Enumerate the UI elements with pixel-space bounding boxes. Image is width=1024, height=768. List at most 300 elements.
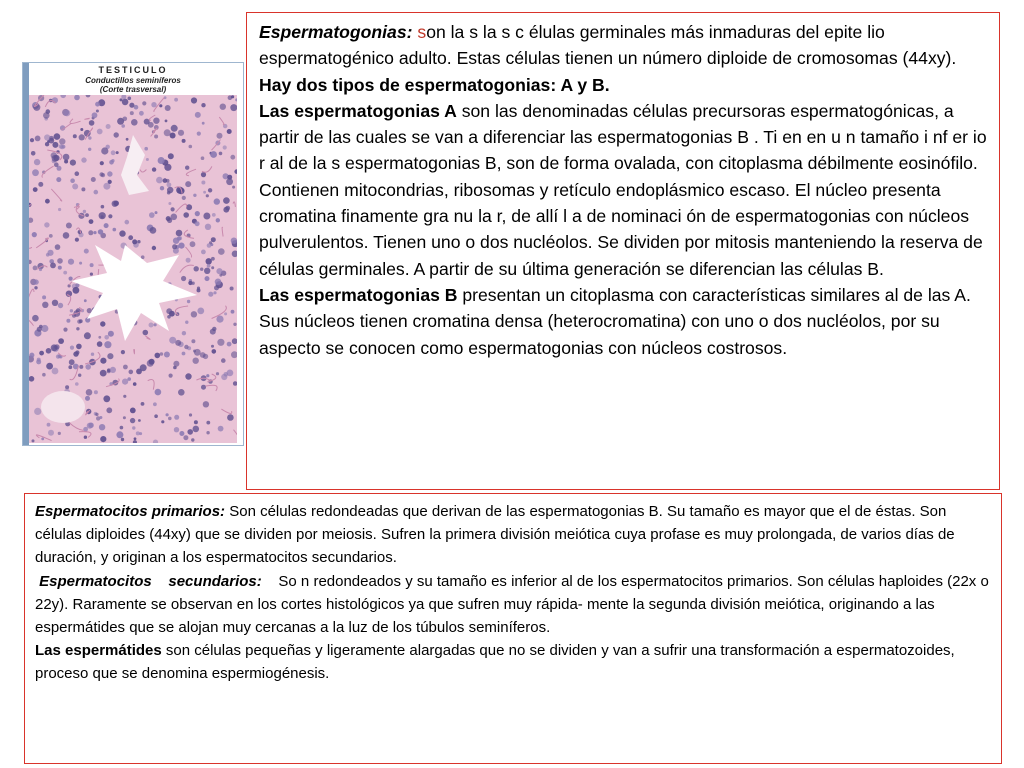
cell-nucleus (33, 187, 38, 192)
cell-nucleus (130, 418, 135, 423)
cell-nucleus (34, 159, 40, 165)
cell-nucleus (123, 117, 128, 122)
cell-nucleus (79, 262, 82, 265)
lower-lumen (41, 391, 85, 423)
cell-nucleus (186, 258, 191, 263)
cell-nucleus (73, 287, 80, 294)
cell-nucleus (125, 220, 130, 225)
cell-nucleus (64, 110, 71, 117)
cell-nucleus (149, 323, 154, 328)
cell-nucleus (193, 358, 199, 364)
cell-nucleus (84, 332, 91, 339)
spermatogonia-term: Espermatogonias: (259, 22, 413, 42)
cell-nucleus (232, 186, 235, 189)
cell-nucleus (130, 111, 134, 115)
cell-nucleus (58, 303, 63, 308)
cell-nucleus (100, 161, 104, 165)
cell-nucleus (106, 407, 112, 413)
cell-nucleus (216, 372, 219, 375)
cell-nucleus (230, 155, 235, 160)
cell-nucleus (43, 112, 50, 119)
cell-nucleus (181, 276, 186, 281)
cell-nucleus (29, 353, 34, 358)
cell-nucleus (171, 207, 175, 211)
cell-nucleus (220, 104, 226, 110)
cell-nucleus (46, 363, 53, 370)
cell-nucleus (188, 281, 192, 285)
cell-nucleus (121, 438, 124, 441)
cell-nucleus (216, 218, 220, 222)
cell-nucleus (52, 142, 58, 148)
cell-nucleus (211, 237, 216, 242)
cell-nucleus (210, 151, 217, 158)
cell-nucleus (146, 158, 149, 161)
cell-nucleus (34, 286, 37, 289)
cell-nucleus (197, 308, 204, 315)
cell-nucleus (154, 414, 158, 418)
cell-nucleus (34, 408, 41, 415)
cell-nucleus (73, 351, 78, 356)
cell-nucleus (97, 341, 103, 347)
spermatogonia-definition (259, 19, 991, 72)
cell-nucleus (73, 134, 77, 138)
cell-nucleus (200, 268, 203, 271)
cell-nucleus (155, 353, 161, 359)
cell-nucleus (59, 144, 63, 148)
cell-nucleus (231, 238, 237, 244)
cell-nucleus (59, 138, 65, 144)
cell-nucleus (91, 353, 94, 356)
cell-nucleus (185, 321, 188, 324)
cell-nucleus (169, 374, 173, 378)
cell-nucleus (63, 328, 67, 332)
cell-nucleus (197, 132, 201, 136)
cell-nucleus (211, 266, 214, 269)
cell-nucleus (32, 315, 39, 322)
cell-nucleus (98, 336, 101, 339)
cell-nucleus (52, 300, 58, 306)
tissue-section-drawing (29, 95, 237, 443)
cell-nucleus (32, 232, 37, 237)
cell-nucleus (88, 230, 93, 235)
cell-nucleus (184, 345, 188, 349)
cell-nucleus (50, 263, 56, 269)
cell-nucleus (227, 129, 232, 134)
cell-nucleus (182, 196, 186, 200)
cell-nucleus (41, 438, 44, 441)
cell-nucleus (185, 181, 191, 187)
primary-spermatocytes-paragraph (35, 500, 989, 570)
cell-nucleus (111, 159, 114, 162)
cell-nucleus (194, 266, 199, 271)
figure-caption-subtitle: Conductillos seminíferos (85, 76, 181, 85)
cell-nucleus (94, 390, 98, 394)
cell-nucleus (195, 221, 200, 226)
cell-nucleus (85, 364, 91, 370)
cell-nucleus (90, 273, 93, 276)
cell-nucleus (57, 258, 63, 264)
cell-nucleus (166, 179, 170, 183)
cell-nucleus (68, 365, 72, 369)
cell-nucleus (108, 331, 114, 337)
cell-nucleus (70, 160, 76, 166)
cell-nucleus (168, 417, 172, 421)
cell-nucleus (111, 150, 116, 155)
cell-nucleus (208, 292, 213, 297)
cell-nucleus (193, 350, 196, 353)
cell-nucleus (49, 234, 53, 238)
cell-nucleus (201, 172, 206, 177)
spermatogonia-a-term: Las espermatogonias A (259, 100, 457, 121)
cell-nucleus (88, 148, 91, 151)
cell-nucleus (167, 182, 172, 187)
cell-nucleus (206, 194, 209, 197)
cell-nucleus (174, 415, 179, 420)
cell-nucleus (100, 436, 106, 442)
cell-nucleus (227, 342, 232, 347)
cell-nucleus (80, 128, 83, 131)
cell-nucleus (47, 423, 51, 427)
cell-nucleus (79, 365, 83, 369)
cell-nucleus (173, 238, 179, 244)
cell-nucleus (214, 285, 219, 290)
cell-nucleus (56, 177, 61, 182)
cell-nucleus (101, 147, 108, 154)
cell-nucleus (219, 152, 223, 156)
cell-nucleus (52, 155, 59, 162)
cell-nucleus (87, 423, 93, 429)
cell-nucleus (233, 323, 236, 326)
cell-nucleus (107, 353, 113, 359)
cell-nucleus (201, 181, 205, 185)
cell-nucleus (164, 164, 171, 171)
cell-nucleus (195, 211, 200, 216)
spermatogonia-b-paragraph (259, 282, 991, 361)
cell-nucleus (207, 264, 211, 268)
spermatids-paragraph (35, 639, 989, 685)
cell-nucleus (99, 212, 106, 219)
cell-nucleus (149, 212, 155, 218)
cell-nucleus (130, 408, 136, 414)
cell-nucleus (120, 98, 123, 101)
cell-nucleus (52, 368, 59, 375)
cell-nucleus (182, 331, 186, 335)
cell-nucleus (32, 169, 39, 176)
cell-nucleus (152, 246, 156, 250)
cell-nucleus (226, 178, 233, 185)
cell-nucleus (104, 335, 109, 340)
cell-nucleus (230, 287, 234, 291)
cell-nucleus (200, 352, 206, 358)
cell-nucleus (31, 151, 36, 156)
cell-nucleus (201, 156, 205, 160)
primary-spermatocytes-term: Espermatocitos primarios: (35, 503, 226, 520)
cell-nucleus (167, 218, 172, 223)
cell-nucleus (95, 102, 100, 107)
cell-nucleus (113, 228, 117, 232)
cell-nucleus (231, 310, 235, 314)
cell-nucleus (89, 219, 94, 224)
cell-nucleus (216, 268, 222, 274)
cell-nucleus (139, 111, 144, 116)
cell-nucleus (121, 350, 125, 354)
cell-nucleus (86, 389, 93, 396)
cell-nucleus (75, 171, 80, 176)
cell-nucleus (191, 311, 197, 317)
cell-nucleus (84, 299, 87, 302)
cell-nucleus (230, 104, 237, 111)
cell-nucleus (91, 177, 96, 182)
cell-nucleus (164, 129, 171, 136)
cell-nucleus (141, 402, 145, 406)
primary-spermatocytes-text: Son células redondeadas que derivan de las espermatogonias B. Su tamaño es mayor que el de éstas. Son células diploides (44xy) que se dividen por meiosis. Sufren la primera división meiótica cuya profase es muy prolongada, de varios días de duración, y originan a los espermatocitos secundarios. (35, 503, 955, 567)
cell-nucleus (99, 424, 105, 430)
cell-nucleus (46, 348, 52, 354)
cell-nucleus (150, 227, 157, 234)
cell-nucleus (121, 124, 125, 128)
cell-nucleus (182, 139, 186, 143)
cell-nucleus (213, 291, 216, 294)
spermatogonia-definition-text: on la s la s c élulas germinales más inmaduras del epite lio espermatogénico adulto. Estas células tienen un número diploide de cromosomas (44xy). (259, 22, 957, 69)
cell-nucleus (42, 302, 48, 308)
cell-nucleus (83, 210, 86, 213)
cell-nucleus (69, 277, 73, 281)
spermatogonia-a-paragraph (259, 98, 991, 282)
cell-nucleus (92, 112, 98, 118)
cell-nucleus (164, 352, 170, 358)
cell-nucleus (119, 230, 125, 236)
cell-nucleus (63, 271, 67, 275)
cell-nucleus (104, 341, 111, 348)
cell-nucleus (203, 213, 210, 220)
cell-nucleus (133, 382, 137, 386)
cell-nucleus (123, 416, 126, 419)
spermatogonia-b-text: presentan un citoplasma con características similares al de las A. Sus núcleos tienen cromatina densa (heterocromatina) con uno o dos nucléolos, por su aspecto se conocen como espermatogonias con núcleos costrosos. (259, 284, 971, 358)
cell-nucleus (75, 238, 79, 242)
cell-nucleus (206, 431, 209, 434)
cell-nucleus (76, 327, 79, 330)
cell-nucleus (212, 213, 216, 217)
cell-nucleus (42, 373, 46, 377)
cell-nucleus (165, 105, 171, 111)
cell-nucleus (207, 243, 212, 248)
cell-nucleus (123, 365, 128, 370)
cell-nucleus (139, 432, 142, 435)
cell-nucleus (178, 389, 185, 396)
cell-nucleus (97, 129, 103, 135)
cell-nucleus (169, 337, 176, 344)
spermatids-term: Las espermátides (35, 642, 162, 660)
cell-nucleus (182, 352, 186, 356)
cell-nucleus (197, 287, 200, 290)
cell-nucleus (223, 197, 230, 204)
cell-nucleus (166, 413, 169, 416)
cell-nucleus (95, 413, 98, 416)
cell-nucleus (81, 157, 86, 162)
cell-nucleus (76, 344, 82, 350)
cell-nucleus (81, 187, 85, 191)
cell-nucleus (191, 97, 197, 103)
secondary-spermatocytes-term: Espermatocitos secundarios: (35, 572, 262, 590)
cell-nucleus (114, 132, 119, 137)
cell-nucleus (45, 199, 50, 204)
cell-nucleus (46, 253, 50, 257)
cell-nucleus (88, 136, 91, 139)
spermatids-text: son células pequeñas y ligeramente alargadas que no se dividen y van a sufrir una transformación a espermatozoides, proceso que se denomina espermiogénesis. (35, 642, 955, 683)
cell-nucleus (187, 429, 193, 435)
cell-nucleus (85, 213, 89, 217)
cell-nucleus (131, 119, 138, 126)
cell-nucleus (54, 133, 61, 140)
cell-nucleus (72, 184, 78, 190)
cell-nucleus (174, 427, 179, 432)
cell-nucleus (165, 120, 168, 123)
cell-nucleus (153, 402, 157, 406)
cell-nucleus (179, 431, 184, 436)
cell-nucleus (218, 248, 225, 255)
cell-nucleus (99, 416, 102, 419)
cell-nucleus (203, 191, 206, 194)
cell-nucleus (166, 308, 172, 314)
secondary-spermatocytes-text: So n redondeados y su tamaño es inferior al de los espermatocitos primarios. Son células haploides (22x o 22y). Raramente se observan en los cortes histológicos ya que sufren muy rápida- mente la segunda división meiótica, originando a las espermátides que se alojan muy cercanas a la luz de los túbulos seminíferos. (35, 572, 993, 637)
spermatogonia-types-heading: Hay dos tipos de espermatogonias: A y B. (259, 74, 610, 95)
cell-nucleus (70, 346, 74, 350)
cell-nucleus (65, 385, 69, 389)
cell-nucleus (104, 223, 109, 228)
cell-nucleus (63, 154, 70, 161)
cell-nucleus (94, 190, 99, 195)
cell-nucleus (178, 243, 184, 249)
cell-nucleus (103, 183, 110, 190)
cell-nucleus (178, 130, 184, 136)
cell-nucleus (123, 395, 126, 398)
figure-caption-section: (Corte trasversal) (99, 85, 167, 94)
cell-nucleus (176, 230, 183, 237)
cell-nucleus (152, 167, 156, 171)
cell-nucleus (33, 279, 38, 284)
cell-nucleus (54, 162, 59, 167)
cell-nucleus (228, 95, 233, 100)
cell-nucleus (183, 435, 188, 440)
cell-nucleus (194, 420, 198, 424)
cell-nucleus (110, 367, 116, 373)
cell-nucleus (129, 370, 134, 375)
cell-nucleus (96, 110, 99, 113)
cell-nucleus (168, 202, 171, 205)
figure-caption (23, 65, 243, 94)
cell-nucleus (58, 432, 61, 435)
cell-nucleus (149, 359, 155, 365)
cell-nucleus (58, 338, 64, 344)
cell-nucleus (219, 274, 222, 277)
cell-nucleus (51, 344, 58, 351)
cell-nucleus (32, 439, 35, 442)
cell-nucleus (142, 101, 146, 105)
cell-nucleus (167, 187, 173, 193)
cell-nucleus (158, 157, 165, 164)
spermatogonia-a-text: son las denominadas células precursoras espermatogónicas, a partir de las cuales se van a diferenciar las espermatogonias B . Ti en en u n tamaño i nf er io r al de la s espermatogonias B, son de forma ovalada, con citoplasma débilmente eosinófilo. Contienen mitocondrias, ribosomas y retículo endoplásmico escaso. El núcleo presenta cromatina finamente gra nu la r, de allí l a de nominaci ón de espermatogonias con núcleos pulverulentos. Tienen uno o dos nucléolos. Se dividen por mitosis manteniendo la reserva de células germinales. A partir de su última generación se diferencian las células B. (259, 100, 987, 279)
cell-nucleus (138, 419, 141, 422)
cell-nucleus (193, 194, 196, 197)
red-letter: s (412, 22, 427, 42)
cell-nucleus (128, 235, 133, 240)
cell-nucleus (160, 186, 164, 190)
cell-nucleus (126, 138, 129, 141)
cell-nucleus (218, 426, 224, 432)
cell-nucleus (154, 323, 157, 326)
cell-nucleus (190, 241, 196, 247)
cell-nucleus (211, 345, 214, 348)
cell-nucleus (78, 374, 81, 377)
cell-nucleus (206, 258, 212, 264)
cell-nucleus (154, 135, 158, 139)
cell-nucleus (223, 145, 227, 149)
cell-nucleus (93, 231, 96, 234)
cell-nucleus (58, 266, 62, 270)
cell-nucleus (212, 349, 217, 354)
cell-nucleus (100, 358, 106, 364)
cell-nucleus (116, 431, 123, 438)
cell-nucleus (122, 99, 129, 106)
cell-nucleus (44, 222, 49, 227)
cell-nucleus (161, 420, 164, 423)
cell-nucleus (89, 120, 95, 126)
cell-nucleus (173, 366, 177, 370)
cell-nucleus (210, 329, 216, 335)
cell-nucleus (143, 330, 149, 336)
cell-nucleus (66, 291, 72, 297)
cell-nucleus (205, 224, 211, 230)
cell-nucleus (185, 166, 189, 170)
cell-nucleus (217, 339, 224, 346)
cell-nucleus (227, 414, 234, 421)
cell-nucleus (85, 396, 90, 401)
cell-nucleus (99, 172, 103, 176)
cell-nucleus (128, 97, 132, 101)
cell-nucleus (173, 361, 179, 367)
cell-nucleus (68, 259, 74, 265)
cell-nucleus (174, 98, 178, 102)
cell-nucleus (55, 244, 61, 250)
cell-nucleus (132, 426, 135, 429)
cell-nucleus (66, 223, 72, 229)
cell-nucleus (48, 430, 54, 436)
cell-nucleus (155, 389, 162, 396)
cell-nucleus (107, 171, 112, 176)
cell-nucleus (171, 125, 178, 132)
cell-nucleus (201, 385, 206, 390)
cell-nucleus (116, 151, 119, 154)
cell-nucleus (66, 319, 70, 323)
cell-nucleus (103, 395, 110, 402)
cell-nucleus (98, 229, 103, 234)
cell-nucleus (187, 300, 190, 303)
cell-nucleus (172, 244, 177, 249)
cell-nucleus (201, 250, 206, 255)
cell-nucleus (206, 421, 210, 425)
cell-nucleus (168, 153, 174, 159)
cell-nucleus (33, 266, 38, 271)
tissue-fiber (134, 349, 135, 354)
cell-nucleus (160, 352, 164, 356)
cell-nucleus (215, 279, 222, 286)
cell-nucleus (216, 316, 223, 323)
cell-nucleus (193, 426, 200, 433)
cell-nucleus (101, 205, 105, 209)
cell-nucleus (204, 268, 210, 274)
cell-nucleus (156, 177, 163, 184)
testis-histology-image (22, 62, 244, 446)
